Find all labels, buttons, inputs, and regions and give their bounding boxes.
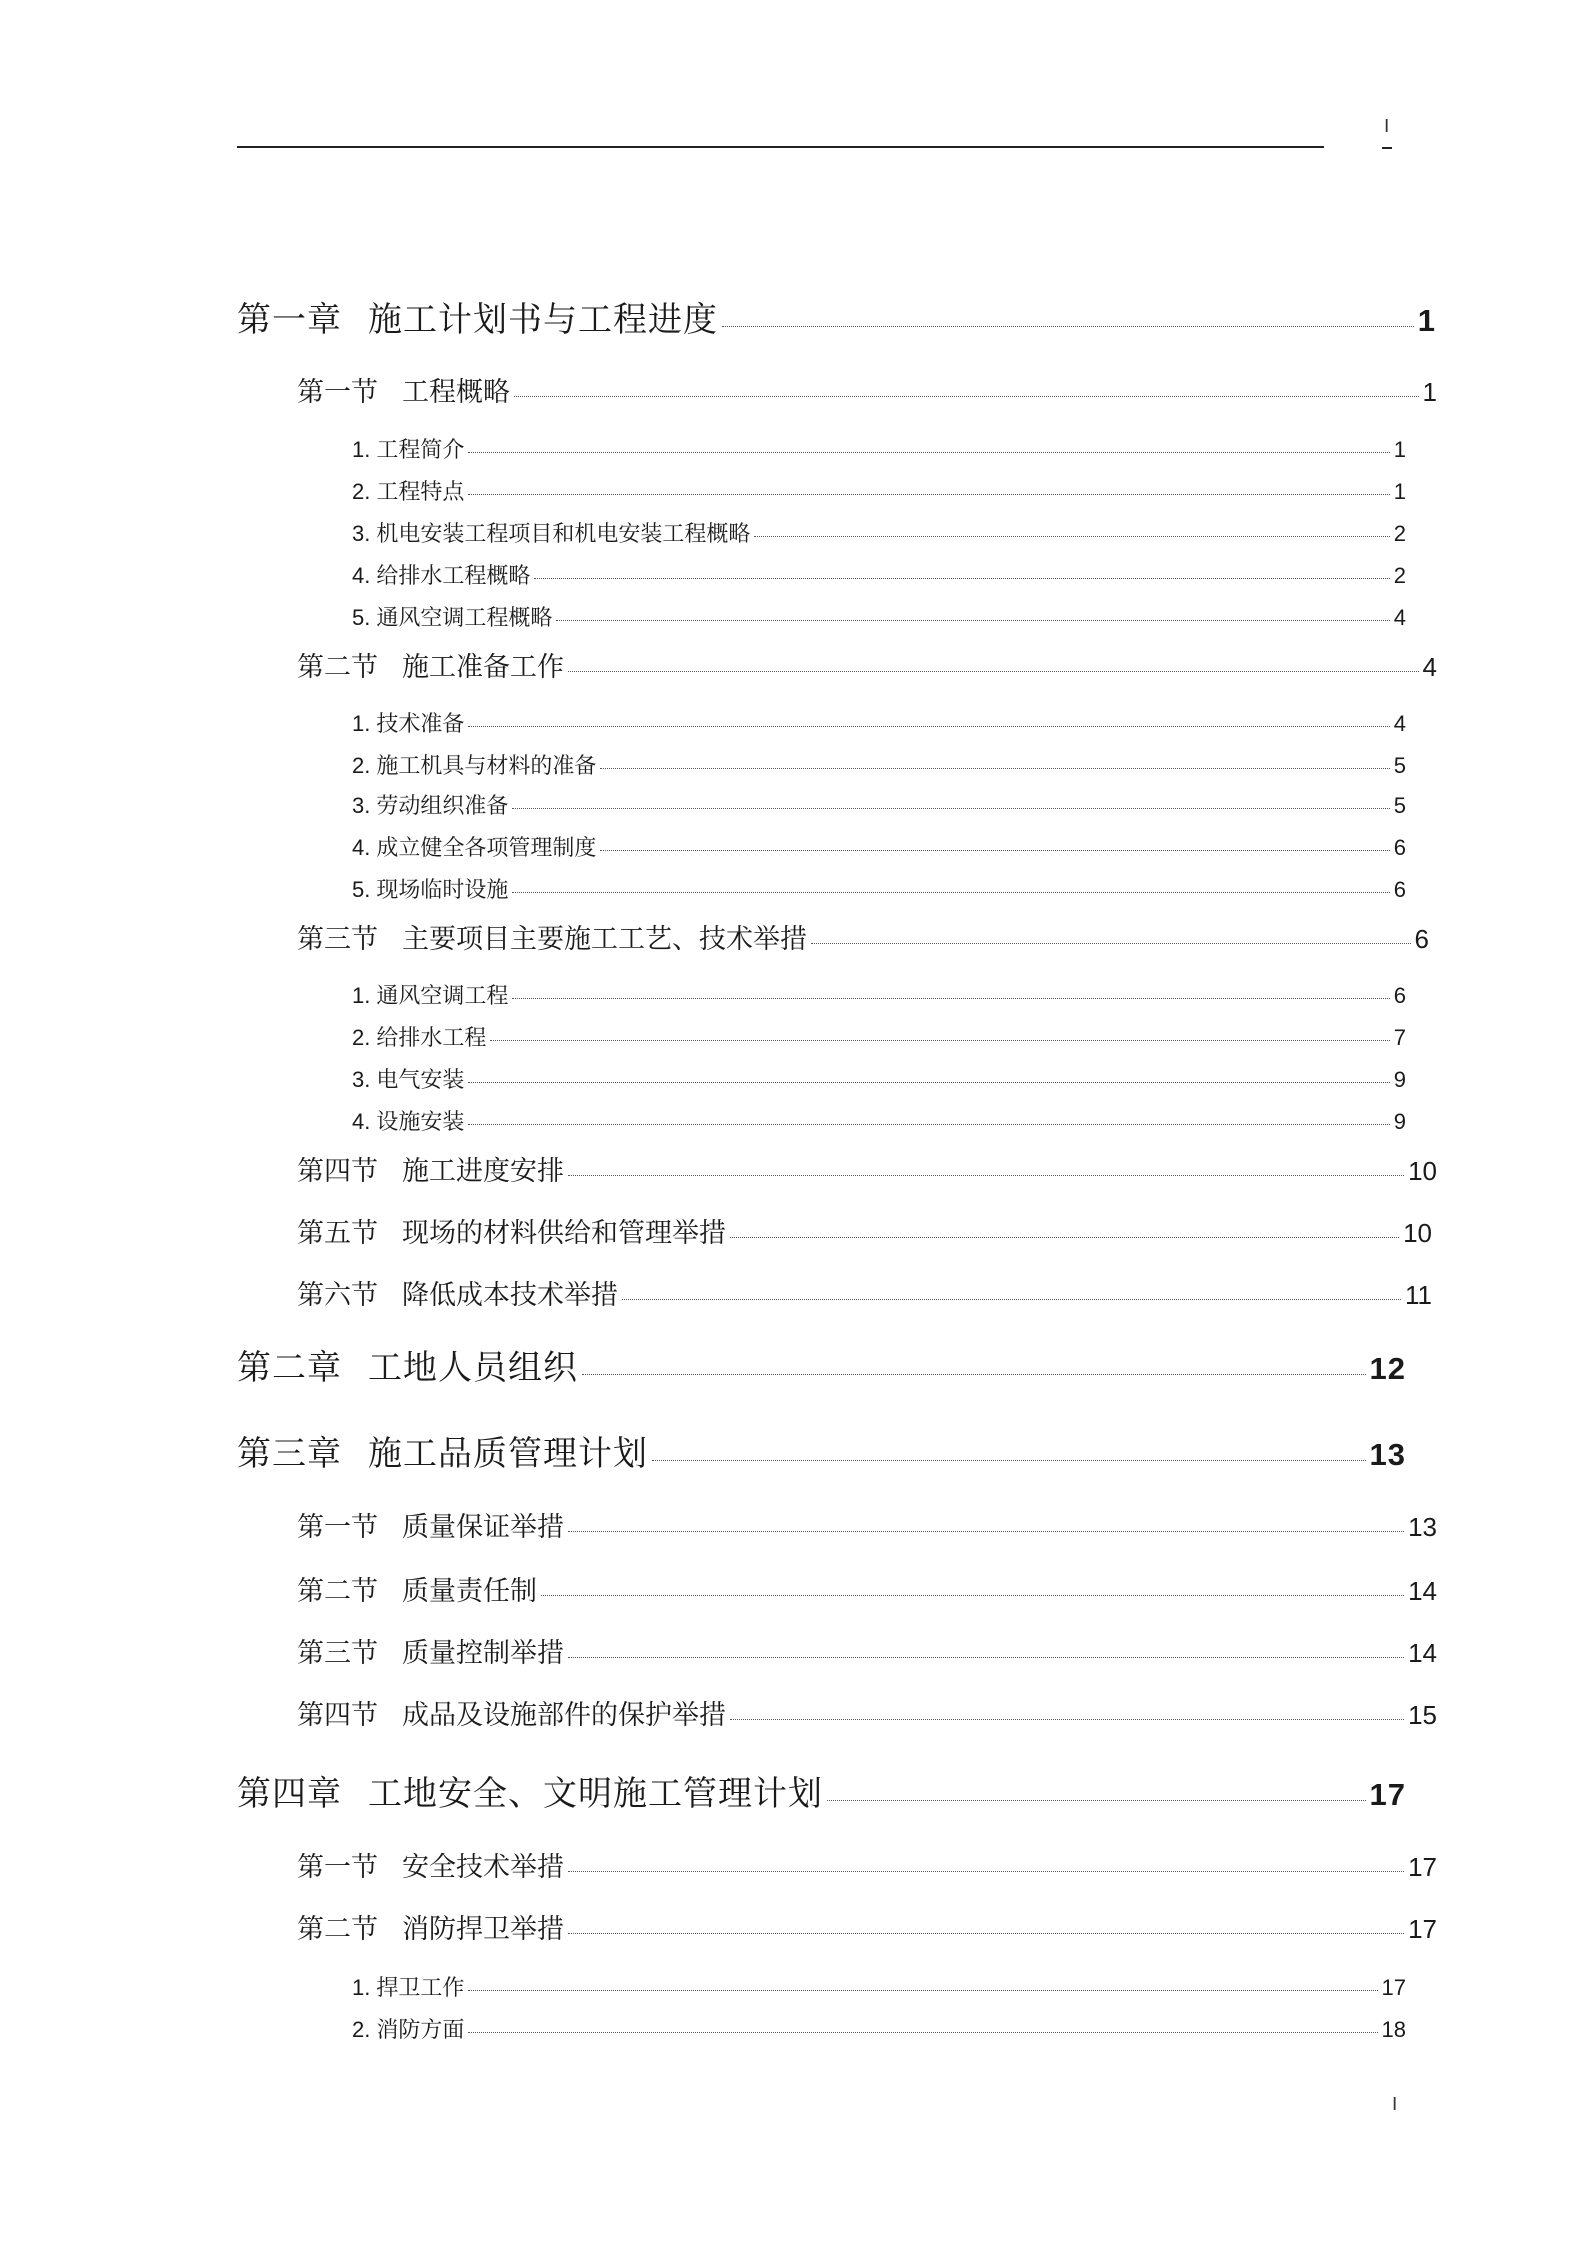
toc-chapter[interactable] bbox=[237, 1774, 1406, 1815]
toc-label bbox=[352, 1066, 464, 1094]
header-rule bbox=[237, 146, 1324, 148]
dot-leader bbox=[622, 1299, 1401, 1300]
toc-label bbox=[352, 1024, 486, 1052]
dot-leader bbox=[534, 578, 1389, 579]
toc-section[interactable] bbox=[297, 1510, 1437, 1545]
toc-title: 现场临时设施 bbox=[376, 877, 509, 902]
toc-chapter[interactable] bbox=[237, 1434, 1406, 1475]
toc-item[interactable] bbox=[352, 436, 1406, 464]
dot-leader bbox=[490, 1040, 1389, 1041]
dot-leader bbox=[568, 671, 1419, 672]
toc-label bbox=[352, 2016, 464, 2044]
toc-item[interactable] bbox=[352, 1024, 1406, 1052]
dot-leader bbox=[468, 1082, 1389, 1083]
toc-page-number: 1 bbox=[1393, 437, 1406, 462]
toc-title: 现场的材料供给和管理举措 bbox=[402, 1218, 726, 1249]
toc-number: 5. bbox=[352, 877, 371, 902]
toc-title: 捍卫工作 bbox=[376, 1975, 465, 2000]
toc-page-number: 18 bbox=[1381, 2017, 1406, 2042]
toc-item[interactable] bbox=[352, 520, 1406, 548]
toc-number: 第五节 bbox=[297, 1218, 378, 1249]
toc-number: 4. bbox=[352, 1109, 371, 1134]
toc-item[interactable] bbox=[352, 1066, 1406, 1094]
toc-page-number: 4 bbox=[1422, 652, 1437, 682]
toc-page-number: 4 bbox=[1393, 605, 1406, 630]
dot-leader bbox=[512, 892, 1389, 893]
toc-label bbox=[352, 478, 464, 506]
dot-leader bbox=[652, 1460, 1366, 1461]
toc-number: 3. bbox=[352, 1067, 371, 1092]
toc-number: 2. bbox=[352, 2017, 371, 2042]
toc-page-number: 9 bbox=[1393, 1109, 1406, 1134]
toc-page-number: 11 bbox=[1405, 1280, 1432, 1310]
dot-leader bbox=[827, 1800, 1366, 1801]
toc-label bbox=[352, 792, 508, 820]
toc-number: 第二章 bbox=[237, 1348, 342, 1388]
toc-title: 设施安装 bbox=[376, 1109, 465, 1134]
toc-number: 1. bbox=[352, 711, 371, 736]
toc-item[interactable] bbox=[352, 792, 1406, 820]
dot-leader bbox=[722, 326, 1414, 327]
toc-page-number: 6 bbox=[1393, 983, 1406, 1008]
toc-page-number: 15 bbox=[1408, 1700, 1437, 1730]
toc-page-number: 14 bbox=[1408, 1638, 1437, 1668]
toc-title: 施工品质管理计划 bbox=[368, 1434, 648, 1474]
toc-title: 主要项目主要施工工艺、技术举措 bbox=[402, 924, 807, 955]
header-mark-rule bbox=[1382, 147, 1392, 149]
toc-title: 质量保证举措 bbox=[402, 1512, 564, 1543]
dot-leader bbox=[468, 452, 1389, 453]
toc-number: 第四章 bbox=[237, 1774, 342, 1814]
toc-title: 工地人员组织 bbox=[368, 1348, 578, 1388]
dot-leader bbox=[600, 768, 1389, 769]
toc-page-number: 7 bbox=[1393, 1025, 1406, 1050]
toc-number: 3. bbox=[352, 521, 371, 546]
dot-leader bbox=[512, 998, 1389, 999]
toc-section[interactable] bbox=[297, 1574, 1437, 1609]
dot-leader bbox=[541, 1595, 1404, 1596]
toc-title: 成立健全各项管理制度 bbox=[376, 835, 597, 860]
dot-leader bbox=[468, 1990, 1377, 1991]
toc-item[interactable] bbox=[352, 562, 1406, 590]
toc-page-number: 6 bbox=[1393, 877, 1406, 902]
toc-label bbox=[297, 1217, 726, 1251]
toc-title: 安全技术举措 bbox=[402, 1852, 564, 1883]
dot-leader bbox=[556, 620, 1389, 621]
toc-label bbox=[237, 300, 718, 340]
toc-label bbox=[352, 834, 596, 862]
toc-section[interactable] bbox=[297, 1698, 1437, 1733]
toc-label bbox=[352, 982, 508, 1010]
toc-page-number: 13 bbox=[1369, 1437, 1406, 1472]
toc-number: 4. bbox=[352, 835, 371, 860]
toc-label bbox=[297, 1851, 564, 1885]
toc-title: 电气安装 bbox=[376, 1067, 465, 1092]
toc-item[interactable] bbox=[352, 834, 1406, 862]
toc-label bbox=[352, 520, 750, 548]
toc-section[interactable] bbox=[297, 375, 1437, 410]
dot-leader bbox=[468, 726, 1389, 727]
toc-title: 施工进度安排 bbox=[402, 1156, 564, 1187]
toc-page-number: 2 bbox=[1393, 521, 1406, 546]
dot-leader bbox=[468, 2032, 1377, 2033]
toc-title: 机电安装工程项目和机电安装工程概略 bbox=[376, 521, 751, 546]
toc-title: 技术准备 bbox=[376, 711, 465, 736]
toc-label bbox=[297, 1699, 726, 1733]
toc-number: 第三节 bbox=[297, 1638, 378, 1669]
toc-chapter[interactable] bbox=[237, 300, 1436, 341]
toc-number: 第三章 bbox=[237, 1434, 342, 1474]
toc-page-number: 17 bbox=[1369, 1777, 1406, 1812]
toc-page-number: 2 bbox=[1393, 563, 1406, 588]
toc-number: 第二节 bbox=[297, 652, 378, 683]
dot-leader bbox=[512, 808, 1389, 809]
toc-title: 工程概略 bbox=[402, 377, 510, 408]
toc-page-number: 1 bbox=[1393, 479, 1406, 504]
toc-page-number: 6 bbox=[1414, 924, 1429, 954]
toc-title: 工程特点 bbox=[376, 479, 465, 504]
toc-item[interactable] bbox=[352, 752, 1406, 780]
toc-number: 第四节 bbox=[297, 1156, 378, 1187]
toc-title: 质量控制举措 bbox=[402, 1638, 564, 1669]
toc-section[interactable] bbox=[297, 922, 1429, 957]
toc-label bbox=[352, 1108, 464, 1136]
toc-section[interactable] bbox=[297, 1154, 1437, 1189]
dot-leader bbox=[568, 1871, 1404, 1872]
toc-number: 第二节 bbox=[297, 1576, 378, 1607]
toc-label bbox=[352, 1974, 464, 2002]
toc-label bbox=[297, 1279, 618, 1313]
toc-section[interactable] bbox=[297, 1636, 1437, 1671]
toc-number: 2. bbox=[352, 479, 371, 504]
toc-item[interactable] bbox=[352, 982, 1406, 1010]
toc-label bbox=[352, 710, 464, 738]
dot-leader bbox=[811, 943, 1411, 944]
toc-label bbox=[237, 1434, 648, 1474]
toc-page-number: 10 bbox=[1403, 1218, 1432, 1248]
toc-title: 工地安全、文明施工管理计划 bbox=[368, 1774, 823, 1814]
toc-section[interactable] bbox=[297, 1912, 1437, 1947]
toc-label bbox=[352, 562, 530, 590]
toc-section[interactable] bbox=[297, 1850, 1437, 1885]
toc-label bbox=[297, 1637, 564, 1671]
toc-item[interactable] bbox=[352, 604, 1406, 632]
toc-title: 施工准备工作 bbox=[402, 652, 564, 683]
toc-number: 2. bbox=[352, 753, 371, 778]
toc-page-number: 14 bbox=[1408, 1576, 1437, 1606]
toc-item[interactable] bbox=[352, 710, 1406, 738]
toc-label bbox=[297, 1575, 537, 1609]
toc-page-number: 9 bbox=[1393, 1067, 1406, 1092]
dot-leader bbox=[568, 1933, 1404, 1934]
toc-number: 第一节 bbox=[297, 1852, 378, 1883]
toc-number: 第三节 bbox=[297, 924, 378, 955]
toc-number: 第六节 bbox=[297, 1280, 378, 1311]
footer-page-number: I bbox=[1392, 2094, 1398, 2115]
dot-leader bbox=[468, 494, 1389, 495]
dot-leader bbox=[468, 1124, 1389, 1125]
toc-label bbox=[297, 923, 807, 957]
dot-leader bbox=[568, 1657, 1404, 1658]
toc-label bbox=[297, 1511, 564, 1545]
toc-number: 第二节 bbox=[297, 1914, 378, 1945]
toc-title: 给排水工程概略 bbox=[376, 563, 531, 588]
toc-title: 降低成本技术举措 bbox=[402, 1280, 618, 1311]
toc-number: 第一节 bbox=[297, 1512, 378, 1543]
toc-label bbox=[297, 1155, 564, 1189]
toc-page-number: 10 bbox=[1408, 1156, 1437, 1186]
dot-leader bbox=[730, 1719, 1404, 1720]
toc-title: 通风空调工程概略 bbox=[376, 605, 553, 630]
toc-label bbox=[237, 1348, 578, 1388]
toc-label bbox=[297, 1913, 564, 1947]
toc-number: 1. bbox=[352, 983, 371, 1008]
toc-section[interactable] bbox=[297, 1216, 1432, 1251]
toc-title: 工程简介 bbox=[376, 437, 465, 462]
toc-page-number: 13 bbox=[1408, 1512, 1437, 1542]
dot-leader bbox=[568, 1531, 1404, 1532]
toc-section[interactable] bbox=[297, 650, 1437, 685]
dot-leader bbox=[600, 850, 1389, 851]
toc-number: 第一节 bbox=[297, 377, 378, 408]
toc-title: 给排水工程 bbox=[376, 1025, 487, 1050]
toc-section[interactable] bbox=[297, 1278, 1432, 1313]
header-mark: I bbox=[1384, 116, 1390, 137]
toc-title: 劳动组织准备 bbox=[376, 793, 509, 818]
toc-page-number: 4 bbox=[1393, 711, 1406, 736]
toc-page-number: 17 bbox=[1408, 1852, 1437, 1882]
toc-page-number: 5 bbox=[1393, 793, 1406, 818]
toc-label bbox=[297, 376, 510, 410]
toc-label bbox=[352, 752, 596, 780]
toc-page-number: 17 bbox=[1381, 1975, 1406, 2000]
toc-label bbox=[352, 436, 464, 464]
toc-page-number: 12 bbox=[1369, 1351, 1406, 1386]
toc-page-number: 5 bbox=[1393, 753, 1406, 778]
toc-item[interactable] bbox=[352, 1974, 1406, 2002]
dot-leader bbox=[514, 396, 1419, 397]
toc-number: 第一章 bbox=[237, 300, 342, 340]
dot-leader bbox=[754, 536, 1389, 537]
toc-number: 4. bbox=[352, 563, 371, 588]
toc-page-number: 6 bbox=[1393, 835, 1406, 860]
toc-item[interactable] bbox=[352, 1108, 1406, 1136]
toc-item[interactable] bbox=[352, 876, 1406, 904]
dot-leader bbox=[568, 1175, 1404, 1176]
toc-label bbox=[237, 1774, 823, 1814]
dot-leader bbox=[582, 1374, 1366, 1375]
toc-page-number: 1 bbox=[1422, 377, 1437, 407]
toc-number: 1. bbox=[352, 1975, 371, 2000]
toc-number: 5. bbox=[352, 605, 371, 630]
toc-page-number: 17 bbox=[1408, 1914, 1437, 1944]
toc-item[interactable] bbox=[352, 2016, 1406, 2044]
toc-item[interactable] bbox=[352, 478, 1406, 506]
toc-number: 3. bbox=[352, 793, 371, 818]
toc-title: 通风空调工程 bbox=[376, 983, 509, 1008]
toc-title: 质量责任制 bbox=[402, 1576, 537, 1607]
toc-title: 施工计划书与工程进度 bbox=[368, 300, 718, 340]
toc-chapter[interactable] bbox=[237, 1348, 1406, 1389]
toc-title: 消防捍卫举措 bbox=[402, 1914, 564, 1945]
toc-title: 消防方面 bbox=[376, 2017, 465, 2042]
toc-page-number: 1 bbox=[1417, 303, 1436, 338]
dot-leader bbox=[730, 1237, 1399, 1238]
toc-number: 2. bbox=[352, 1025, 371, 1050]
toc-title: 施工机具与材料的准备 bbox=[376, 753, 597, 778]
toc-number: 第四节 bbox=[297, 1700, 378, 1731]
toc-label bbox=[352, 604, 552, 632]
toc-title: 成品及设施部件的保护举措 bbox=[402, 1700, 726, 1731]
toc-label bbox=[297, 651, 564, 685]
toc-number: 1. bbox=[352, 437, 371, 462]
toc-label bbox=[352, 876, 508, 904]
